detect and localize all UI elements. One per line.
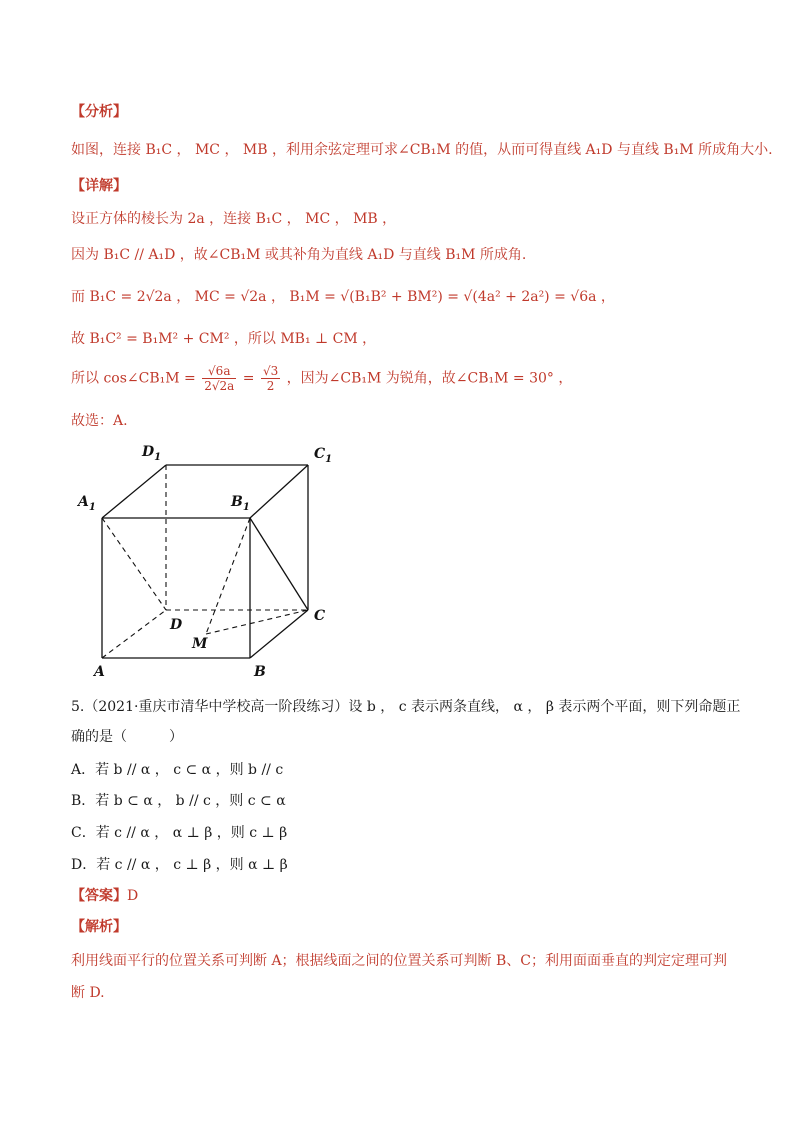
fraction-2-numerator: √3: [262, 364, 279, 378]
fraction-2: [261, 364, 280, 393]
edge-ad-hidden: [102, 610, 166, 658]
fraction-1: [202, 364, 236, 393]
question-5-stem-line-2: 确的是（ ）: [71, 729, 183, 745]
fraction-1-denominator: 2√2a: [204, 379, 235, 393]
answer-value: D: [127, 888, 139, 904]
detail-line-3: 而 B₁C = 2√2a ， MC = √2a ， B₁M = √(B₁B² + BM²) = √(4a² + 2a²) = √6a ，: [71, 289, 615, 305]
detail-line-4: 故 B₁C² = B₁M² + CM² ，所以 MB₁ ⊥ CM ，: [71, 331, 377, 347]
analysis-text: 如图，连接 B₁C ， MC ， MB ，利用余弦定理可求∠CB₁M 的值，从而可得直线 A₁D 与直线 B₁M 所成角大小.: [71, 142, 773, 158]
answer-tag: 【答案】: [71, 888, 127, 904]
label-m: M: [192, 636, 208, 652]
cube-figure: [70, 436, 350, 684]
analysis-tag: 【分析】: [71, 104, 127, 120]
equals-sign: =: [242, 370, 255, 387]
option-a: A．若 b // α ， c ⊂ α ，则 b // c: [71, 762, 284, 778]
segment-b1m: [206, 518, 250, 634]
option-c: C．若 c // α ， α ⊥ β ，则 c ⊥ β: [71, 825, 288, 841]
detail-tag: 【详解】: [71, 178, 127, 194]
fraction-1-numerator: √6a: [202, 364, 236, 379]
detail-line-6: 故选：A.: [71, 413, 128, 429]
label-b1: $B_1$: [231, 494, 250, 513]
label-b: B: [254, 664, 266, 680]
solution-line-2: 断 D.: [71, 985, 105, 1001]
label-c: C: [314, 608, 326, 624]
label-c1: $C_1$: [314, 446, 333, 465]
label-d1: $D_1$: [142, 444, 162, 463]
edge-b1c1: [250, 465, 308, 518]
label-a1: $A_1$: [78, 494, 96, 513]
fraction-2-denominator: 2: [266, 379, 275, 393]
edge-a1d1: [102, 465, 166, 518]
detail-line-5: [71, 364, 572, 393]
answer-line: [71, 886, 138, 906]
label-d: D: [170, 617, 183, 633]
solution-tag: 【解析】: [71, 919, 127, 935]
option-d: D．若 c // α ， c ⊥ β ，则 α ⊥ β: [71, 857, 288, 873]
segment-a1d: [102, 518, 166, 610]
detail-line-2: 因为 B₁C // A₁D ，故∠CB₁M 或其补角为直线 A₁D 与直线 B₁M 所成角.: [71, 247, 527, 263]
solution-line-1: 利用线面平行的位置关系可判断 A；根据线面之间的位置关系可判断 B、C；利用面面垂直的判定定理可判: [71, 953, 728, 969]
option-b: B．若 b ⊂ α ， b // c ，则 c ⊂ α: [71, 793, 286, 809]
label-a: A: [94, 664, 105, 680]
question-5-stem-line-1: 5.（2021·重庆市清华中学校高一阶段练习）设 b ， c 表示两条直线， α ， β 表示两个平面，则下列命题正: [71, 699, 741, 715]
cos-suffix: ，因为∠CB₁M 为锐角，故∠CB₁M = 30° ，: [286, 370, 573, 387]
segment-b1c: [250, 518, 308, 610]
detail-line-1: 设正方体的棱长为 2a ，连接 B₁C ， MC ， MB ，: [71, 211, 397, 227]
cos-prefix: 所以 cos∠CB₁M =: [71, 370, 196, 387]
